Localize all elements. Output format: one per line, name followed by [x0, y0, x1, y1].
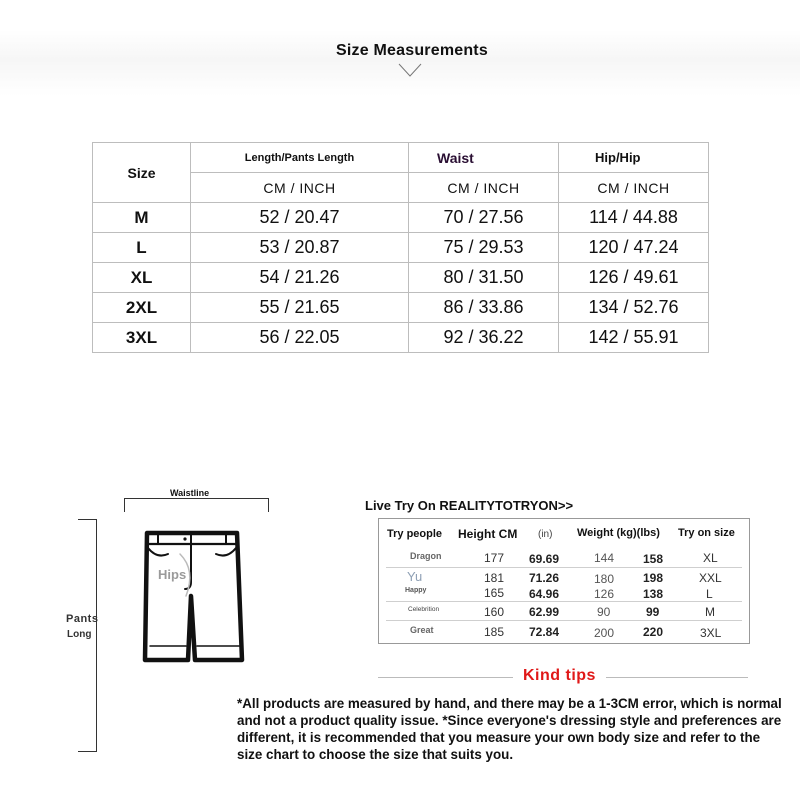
weight-kg: 180	[594, 572, 615, 586]
tryon-title: Live Try On REALITYTOTRYON>>	[365, 498, 574, 513]
height-in: 62.99	[529, 605, 560, 619]
person-name: Dragon	[410, 551, 442, 561]
weight-kg: 144	[594, 551, 615, 565]
person-name: Yu	[407, 569, 423, 584]
hip-cell: 134 / 52.76	[559, 293, 709, 323]
size-table	[92, 142, 709, 353]
waist-cell: 75 / 29.53	[409, 233, 559, 263]
waistline-tick-left	[124, 498, 125, 512]
weight-kg: 90	[597, 605, 611, 619]
hip-cell: 120 / 47.24	[559, 233, 709, 263]
length-cell: 53 / 20.87	[191, 233, 409, 263]
tryon-size: XXL	[699, 571, 722, 585]
table-row	[93, 203, 709, 233]
row-divider	[386, 567, 742, 568]
tryon-size: L	[706, 587, 713, 601]
tips-title: Kind tips	[513, 667, 606, 685]
waistline-label: Waistline	[170, 488, 210, 498]
waist-cell: 70 / 27.56	[409, 203, 559, 233]
long-label: Long	[67, 629, 92, 640]
height-cm: 160	[484, 605, 505, 619]
waist-cell: 86 / 33.86	[409, 293, 559, 323]
inch-header: (in)	[538, 529, 553, 540]
length-cell: 55 / 21.65	[191, 293, 409, 323]
weight-lbs: 198	[643, 571, 664, 585]
weight-kg: 126	[594, 587, 615, 601]
height-in: 69.69	[529, 552, 560, 566]
height-cm: 185	[484, 625, 505, 639]
height-cm: 181	[484, 571, 505, 585]
height-cm: 165	[484, 586, 505, 600]
weight-lbs: 158	[643, 552, 664, 566]
length-cell: 52 / 20.47	[191, 203, 409, 233]
unit-label: CM / INCH	[409, 173, 559, 203]
size-cell: M	[93, 203, 191, 233]
hip-cell: 114 / 44.88	[559, 203, 709, 233]
row-divider	[386, 620, 742, 621]
waist-cell: 92 / 36.22	[409, 323, 559, 353]
height-cm: 177	[484, 551, 505, 565]
waistline-bar	[124, 498, 269, 499]
shorts-icon	[140, 526, 246, 668]
size-header: Size	[93, 143, 191, 203]
row-divider	[386, 601, 742, 602]
length-tick-bottom	[78, 751, 97, 752]
chevron-down-icon	[398, 62, 422, 78]
person-name: Happy	[405, 587, 427, 594]
pants-label: Pants	[66, 613, 99, 625]
waist-header: Waist	[409, 143, 559, 173]
size-cell: XL	[93, 263, 191, 293]
waist-cell: 80 / 31.50	[409, 263, 559, 293]
weight-kg: 200	[594, 626, 615, 640]
size-cell: 3XL	[93, 323, 191, 353]
hip-header: Hip/Hip	[559, 143, 709, 173]
length-cell: 54 / 21.26	[191, 263, 409, 293]
waistline-tick-right	[268, 498, 269, 512]
unit-label: CM / INCH	[559, 173, 709, 203]
tryon-size: M	[705, 605, 715, 619]
person-name: Celebrition	[408, 606, 440, 613]
length-bar	[96, 519, 97, 752]
hip-cell: 142 / 55.91	[559, 323, 709, 353]
height-in: 72.84	[529, 625, 560, 639]
page-title: Size Measurements	[336, 42, 488, 59]
table-row	[93, 233, 709, 263]
people-header: Try people	[387, 528, 443, 540]
table-row	[93, 323, 709, 353]
weight-lbs: 220	[643, 625, 664, 639]
length-cell: 56 / 22.05	[191, 323, 409, 353]
tips-text: *All products are measured by hand, and there may be a 1-3CM error, which is normal and not a product quality issue. *Since everyone's dressing style and preferences are different, it is recommended that you measure your own body size and refer to the size chart to choose the size that suits you.	[237, 696, 782, 762]
length-tick-top	[78, 519, 97, 520]
height-header: Height CM	[458, 527, 518, 541]
size-cell: L	[93, 233, 191, 263]
hip-cell: 126 / 49.61	[559, 263, 709, 293]
weight-header: Weight (kg)(lbs)	[577, 527, 660, 539]
hips-label: Hips	[158, 567, 187, 582]
person-name: Great	[410, 625, 434, 635]
unit-label: CM / INCH	[191, 173, 409, 203]
table-row	[93, 293, 709, 323]
tryon-size-header: Try on size	[678, 527, 735, 539]
tryon-size: 3XL	[700, 626, 722, 640]
height-in: 64.96	[529, 587, 560, 601]
weight-lbs: 138	[643, 587, 664, 601]
height-in: 71.26	[529, 571, 560, 585]
length-header: Length/Pants Length	[191, 143, 409, 173]
size-cell: 2XL	[93, 293, 191, 323]
tryon-size: XL	[703, 551, 718, 565]
weight-lbs: 99	[646, 605, 660, 619]
table-row	[93, 263, 709, 293]
